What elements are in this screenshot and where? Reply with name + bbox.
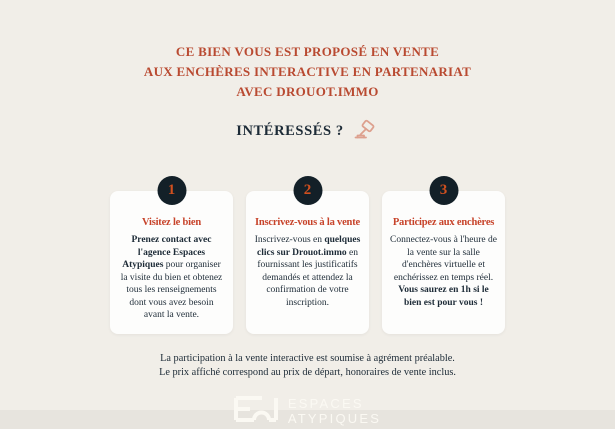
step-title: Visitez le bien [141,217,202,228]
step-description: Connectez-vous à l'heure de la vente sur la salle d'enchères virtuelle et enchérissez en temps réel. Vous saurez en 1h si le bien est pour vous ! [390,235,497,308]
logo-text-line-1: ESPACES [287,396,364,411]
interested-label: INTÉRESSÉS ? [236,123,344,139]
step-title: Inscrivez-vous à la vente [255,217,360,228]
step-description: Prenez contact avec l'agence Espaces Atypiques pour organiser la visite du bien et obtenez tous les renseignements dont vous avez besoin avant la vente. [120,235,223,320]
header-line-1: CE BIEN VOUS EST PROPOSÉ EN VENTE [175,44,440,59]
footer-line-1: La participation à la vente interactive est soumise à agrément préalable. [160,352,455,364]
step-card-2 [246,182,369,334]
step-description: Inscrivez-vous en quelques clics sur Drouot.immo en fournissant les justificatifs demandés et attendez la confirmation de votre inscription. [254,235,361,308]
header-line-3: AVEC DROUOT.IMMO [236,84,379,99]
step-title: Participez aux enchères [392,217,495,228]
step-card-3 [382,182,505,334]
step-card-1 [110,182,233,334]
gavel-icon [353,118,379,145]
step-number-badge: 1 [157,176,186,205]
logo-mark-icon [234,394,278,429]
step-number-badge: 3 [429,176,458,205]
logo-text [288,396,381,426]
header-title [0,0,615,102]
interested-row [0,118,615,145]
step-number-badge: 2 [293,176,322,205]
header-line-2: AUX ENCHÈRES INTERACTIVE EN PARTENARIAT [143,64,472,79]
brand-logo [0,394,615,429]
steps-row [0,182,615,334]
footer-line-2: Le prix affiché correspond au prix de départ, honoraires de vente inclus. [159,367,456,378]
logo-text-line-2: ATYPIQUES [287,411,382,426]
footer-note [0,352,615,381]
